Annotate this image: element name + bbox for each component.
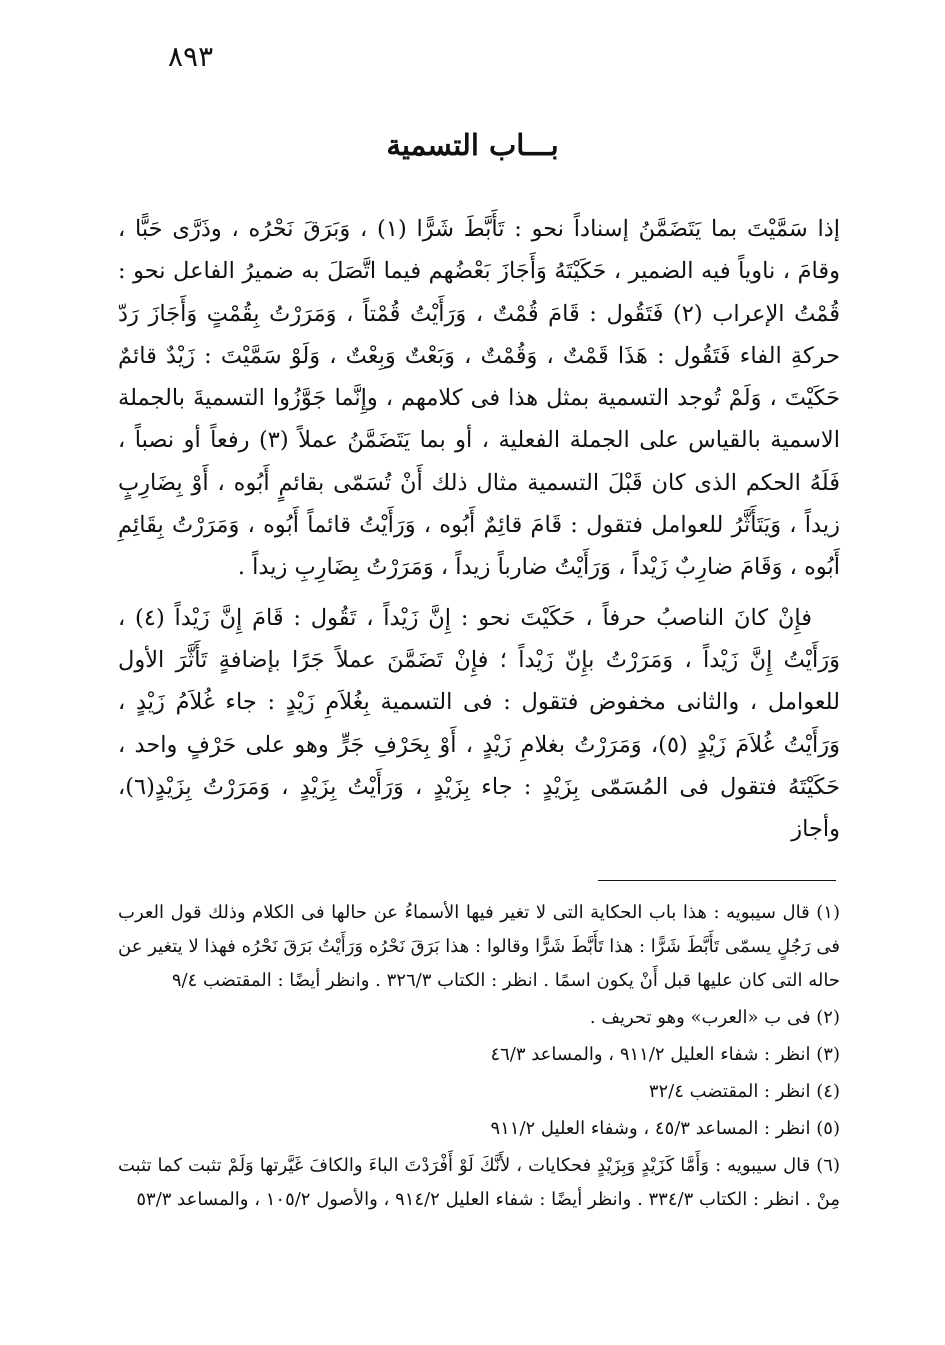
footnote-divider [598, 880, 836, 881]
footnote-6: (٦) قال سيبويه : وَأَمَّا كَزَيْدٍ وَبِزَيْدٍ فحكايات ، لأَنَّكَ لَوْ أَفْرَدْتَ الباءَ والكافَ غَيَّرتها وَلَمْ تثبت كما تثبت مِنْ . انظر : الكتاب ٣٣٤/٣ . وانظر أيضًا : شفاء العليل ٩١٤/٢ ، والأصول ١٠٥/٢ ، والمساعد ٥٣/٣ [118, 1155, 840, 1210]
page-number: ٨٩٣ [168, 40, 214, 73]
paragraph: فإِنْ كانَ الناصبُ حرفاً ، حَكَيْتَ نحو : إِنَّ زَيْداً ، تَقُول : قَامَ إِنَّ زَيْداً (٤) ، وَرَأَيْتُ إِنَّ زَيْداً ، وَمَرَرْتُ بإِنّ زَيْداً ؛ فإِنْ تَضَمَّنَ عملاً جَرًا بإضافةٍ تَأَثَّرَ الأول للعوامل ، والثانى مخفوض فتقول : فى التسمية بِغُلاَمِ زَيْدٍ : جاء غُلاَمُ زَيْدٍ ، وَرَأَيْتُ غُلاَمَ زَيْدٍ (٥)، وَمَرَرْتُ بغلامِ زَيْدٍ ، أَوْ بِحَرْفِ جَرٍّ وهو على حَرْفٍ واحد ، حَكَيْتَهُ فتقول فى المُسَمّى بِزَيْدٍ : جاء بِزَيْدٍ ، وَرَأَيْتُ بِزَيْدٍ ، وَمَرَرْتُ بِزَيْدٍ(٦)، وأجاز [118, 604, 840, 843]
footnote-2: (٢) فى ب «العرب» وهو تحريف . [589, 1007, 840, 1028]
paragraph: إذا سَمَّيْتَ بما يَتَضَمَّنُ إسناداً نحو : تَأَبَّطَ شَرًّا (١) ، وَبَرَقَ نَحْرُه ، وذَرَّى حَبًّا ، وقامَ ، ناوياً فيه الضمير ، حَكَيْتَهُ وَأَجَازَ بَعْضُهم فيما اتَّصَلَ به ضميرُ الفاعل نحو : قُمْتُ الإعراب (٢) فَتَقُول : قَامَ قُمْتٌ ، وَرَأَيْتُ قُمْتاً ، وَمَرَرْتُ بِقُمْتٍ وَأَجَازَ رَدّ حركةِ الفاء فَتَقُول : هَذَا قَمْتٌ ، وَقُمْتٌ ، وَبَعْتٌ وَبِعْتٌ ، وَلَوْ سَمَّيْتَ : زَيْدٌ قائمٌ حَكَيْتَ ، وَلَمْ تُوجد التسمية بمثل هذا فى كلامهم ، وإِنَّما جَوَّزُوا التسميةَ بالجملة الاسمية بالقياس على الجملة الفعلية ، أو بما يَتَضَمَّنُ عملاً (٣) رفعاً أو نصباً ، فَلَهُ الحكم الذى كان قَبْلَ التسمية مثال ذلك أَنْ تُسَمّى بقائمٍ أَبُوه ، أَوْ بِضَارِبٍ زيداً ، وَيَتَأَثَّرُ للعوامل فتقول : قَامَ قائِمٌ أَبُوه ، وَرَأَيْتُ قائماً أَبُوه ، وَمَرَرْتُ بِقَائِمِ أَبُوه ، وَقَامَ ضارِبٌ زَيْداً ، وَرَأَيْتُ ضارباً زيداً ، وَمَرَرْتُ بِضَارِبِ زيداً . [118, 216, 841, 581]
footnote-3: (٣) انظر : شفاء العليل ٩١١/٢ ، والمساعد ٤٦/٣ [490, 1044, 840, 1065]
chapter-title: بـــاب التسمية [386, 128, 559, 162]
footnote-5: (٥) انظر : المساعد ٤٥/٣ ، وشفاء العليل ٩١١/٢ [490, 1118, 840, 1139]
footnotes [118, 896, 840, 1217]
main-text [118, 208, 840, 850]
footnote-1: (١) قال سيبويه : هذا باب الحكاية التى لا تغير فيها الأسماءُ عن حالها فى الكلام وذلك قول العرب فى رَجُلٍ يسمّى تَأَبَّطَ شَرًّا : هذا تَأَبَّطَ شَرًّا وقالوا : هذا بَرَقَ نَحْرُه وَرَأَيْتُ بَرَقَ نَحْرُه فهذا لا يتغير عن حاله التى كان عليها قبل أَنْ يكون اسمًا . انظر : الكتاب ٣٢٦/٣ . وانظر أيضًا : المقتضب ٩/٤ [118, 902, 840, 991]
footnote-4: (٤) انظر : المقتضب ٣٢/٤ [648, 1081, 840, 1102]
